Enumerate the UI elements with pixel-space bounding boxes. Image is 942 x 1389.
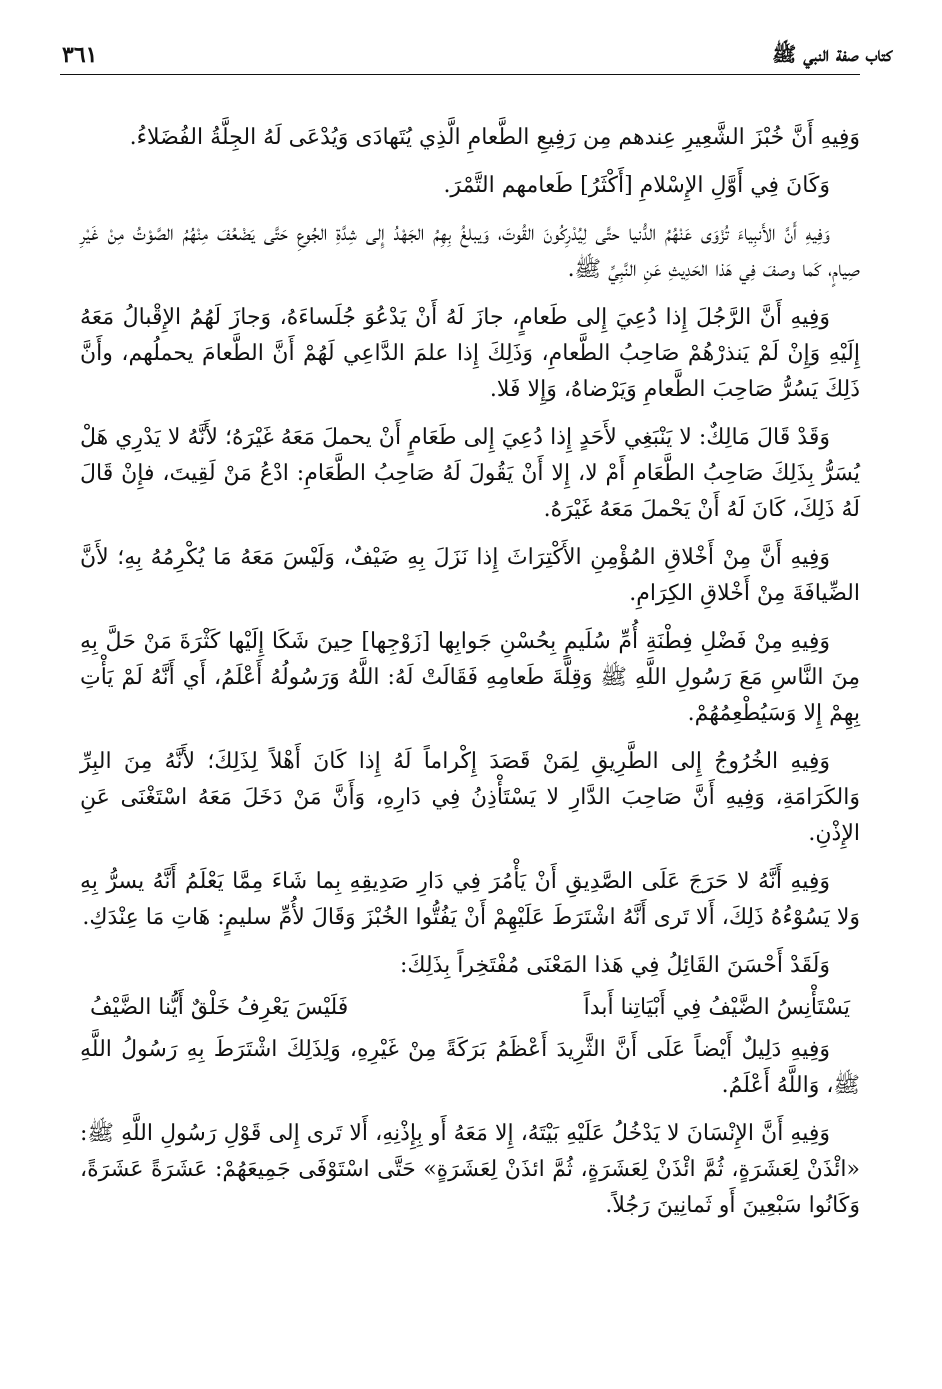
poetry-verse	[80, 990, 860, 1026]
page-header	[60, 40, 892, 75]
verse-second-hemistich: فَلَيْسَ يَعْرِفُ خَلْقٌ أَيُّنا الضَّيْفُ	[90, 995, 349, 1020]
verse-intro: وَلَقَدْ أَحْسَنَ القَائِلُ فِي هَذا المَعْنَى مُفْتَخِراً بِذَلِكَ:	[399, 953, 830, 978]
paragraph: وَفِيهِ أَنَّ مِنْ أَخْلاقِ المُؤْمِنِ الأَكْتِرَاثَ إِذا نَزَلَ بِهِ ضَيْفٌ، وَلَيْسَ مَعَهُ مَا يُكْرِمُهُ بِهِ؛ لأَنَّ الضِّيافَةَ مِنْ أَخْلاقِ الكِرَامِ.	[80, 545, 860, 606]
paragraph: وَفِيهِ أَنَّ خُبْزَ الشَّعِيرِ عِندهم مِن رَفِيعِ الطَّعامِ الَّذِي يُتَهادَى وَيُدْعَى لَهُ الجِلَّةُ الفُضَلاءُ.	[129, 125, 860, 150]
paragraph: وَفِيهِ أَنَّ الإِنْسَانَ لا يَدْخُلُ عَلَيْهِ بَيْتَهُ، إِلا مَعَهُ أَو بِإِذْنِهِ، أَلا تَرى إِلى قَوْلِ رَسُولِ اللَّهِ ﷺ: «ائْذَنْ لِعَشَرَةٍ، ثُمَّ ائْذَنْ لِعَشَرَةٍ، ثُمَّ ائذَنْ لِعَشَرَةٍ» حَتَّى اسْتَوْفَى جَمِيعَهُمْ: عَشَرَةً عَشَرَةً، وَكَانُوا سَبْعِينَ أَو ثَمانِينَ رَجُلاً.	[80, 1121, 860, 1218]
paragraph: وَفِيهِ مِنْ فَضْلِ فِطْنَةِ أُمِّ سُلَيمٍ بِحُسْنِ جَوابِها [زَوْجِها] حِينَ شَكَا إِلَيْها كَثْرَةَ مَنْ حَلَّ بِهِ مِنَ النَّاسِ مَعَ رَسُولِ اللَّهِ ﷺ وَقِلَّةَ طَعامِهِ فَقَالَتْ لَهُ: اللَّهُ وَرَسُولُهُ أَعْلَمُ، أَي أَنَّهُ لَمْ يَأْتِ بِهِمْ إِلا وَسَيُطْعِمُهُمْ.	[80, 629, 860, 726]
paragraph: وَفِيهِ أَنَّهُ لا حَرَجَ عَلَى الصَّدِيقِ أَنْ يَأْمُرَ فِي دَارِ صَدِيقِهِ بِما شَاءَ مِمَّا يَعْلَمُ أَنَّهُ يسرُّ بِهِ وَلا يَسُوْءُهُ ذَلِكَ، أَلا تَرى أَنَّهُ اشْتَرَطَ عَلَيْهِمْ أَنْ يَفُتُّوا الخُبْزَ وَقَالَ لأُمِّ سليمٍ: هَاتِ مَا عِنْدَكِ.	[80, 869, 860, 930]
paragraph: وَفِيهِ دَلِيلٌ أَيْضاً عَلَى أَنَّ الثَّرِيدَ أَعْظَمُ بَرَكَةً مِنْ غَيْرِهِ، وَلِذَلِكَ اشْتَرَطَ بِهِ رَسُولُ اللَّهِ ﷺ، وَاللَّهُ أَعْلَمُ.	[80, 1037, 860, 1098]
paragraph: وَقَدْ قَالَ مَالِكٌ: لا يَنْبَغِي لأَحَدٍ إِذا دُعِيَ إِلى طَعَامٍ أَنْ يحملَ مَعَهُ غَيْرَهُ؛ لأَنَّهُ لا يَدْرِي هَلْ يُسَرُّ بِذَلِكَ صَاحِبُ الطَّعَامِ أَمْ لا، إِلا أَنْ يَقُولَ لَهُ صَاحِبُ الطَّعَامِ: ادْعُ مَنْ لَقِيتَ، فإِنْ قَالَ لَهُ ذَلِكَ، كَانَ لَهُ أَنْ يَحْملَ مَعَهُ غَيْرَهُ.	[80, 425, 860, 522]
page-number: ٣٦١	[62, 42, 98, 68]
text-body	[80, 120, 860, 1236]
paragraph: وَفِيهِ أَنَّ الأَنبِياءَ تُزْوَى عَنْهُمُ الدُّنيا حتَّى لِيُدْرِكُونَ القُوتَ، وَيبلغُ بِهِمُ الجَهْدُ إِلى شِدَّةِ الجُوعِ حَتَّى يَضْعُفَ مِنْهُمُ الصَّوْتُ مِنْ غَيْرِ صِيامٍ، كَما وصفَ فِي هَذا الحَدِيثِ عَنِ النَّبِيِّ ﷺ.	[80, 221, 860, 282]
paragraph: وَفِيهِ أَنَّ الرَّجُلَ إِذا دُعِيَ إِلى طَعامٍ، جازَ لَهُ أَنْ يَدْعُوَ جُلَساءَهُ، وَجازَ لَهُمُ الإِقْبالُ مَعَهُ إِلَيْهِ وَإِنْ لَمْ يَنذرْهُمْ صَاحِبُ الطَّعامِ، وَذَلِكَ إِذا علمَ الدَّاعِي لَهُمْ أَنَّ الطَّعامَ يحملُهم، وأَنَّ ذَلِكَ يَسُرُّ صَاحِبَ الطَّعامِ وَيَرْضاهُ، وَإِلا فَلا.	[80, 305, 860, 402]
book-title: كتاب صفة النبي ﷺ	[772, 42, 892, 66]
paragraph: وَفِيهِ الخُرُوجُ إِلى الطَّرِيقِ لِمَنْ قَصَدَ إِكْراماً لَهُ إِذا كَانَ أَهْلاً لِذَلِكَ؛ لأَنَّهُ مِنَ البِرِّ وَالكَرَامَةِ، وَفِيهِ أَنَّ صَاحِبَ الدَّارِ لا يَسْتَأْذِنُ فِي دَارِهِ، وَأَنَّ مَنْ دَخَلَ مَعَهُ اسْتَغْنَى عَنِ الإِذْنِ.	[80, 749, 860, 846]
paragraph: وَكَانَ فِي أَوَّلِ الإِسْلامِ [أَكْثَرُ] طَعامهم التَّمْرَ.	[443, 173, 830, 198]
verse-first-hemistich: يَسْتَأْنِسُ الضَّيْفُ فِي أَبْيَاتِنا أَبداً	[583, 995, 850, 1020]
